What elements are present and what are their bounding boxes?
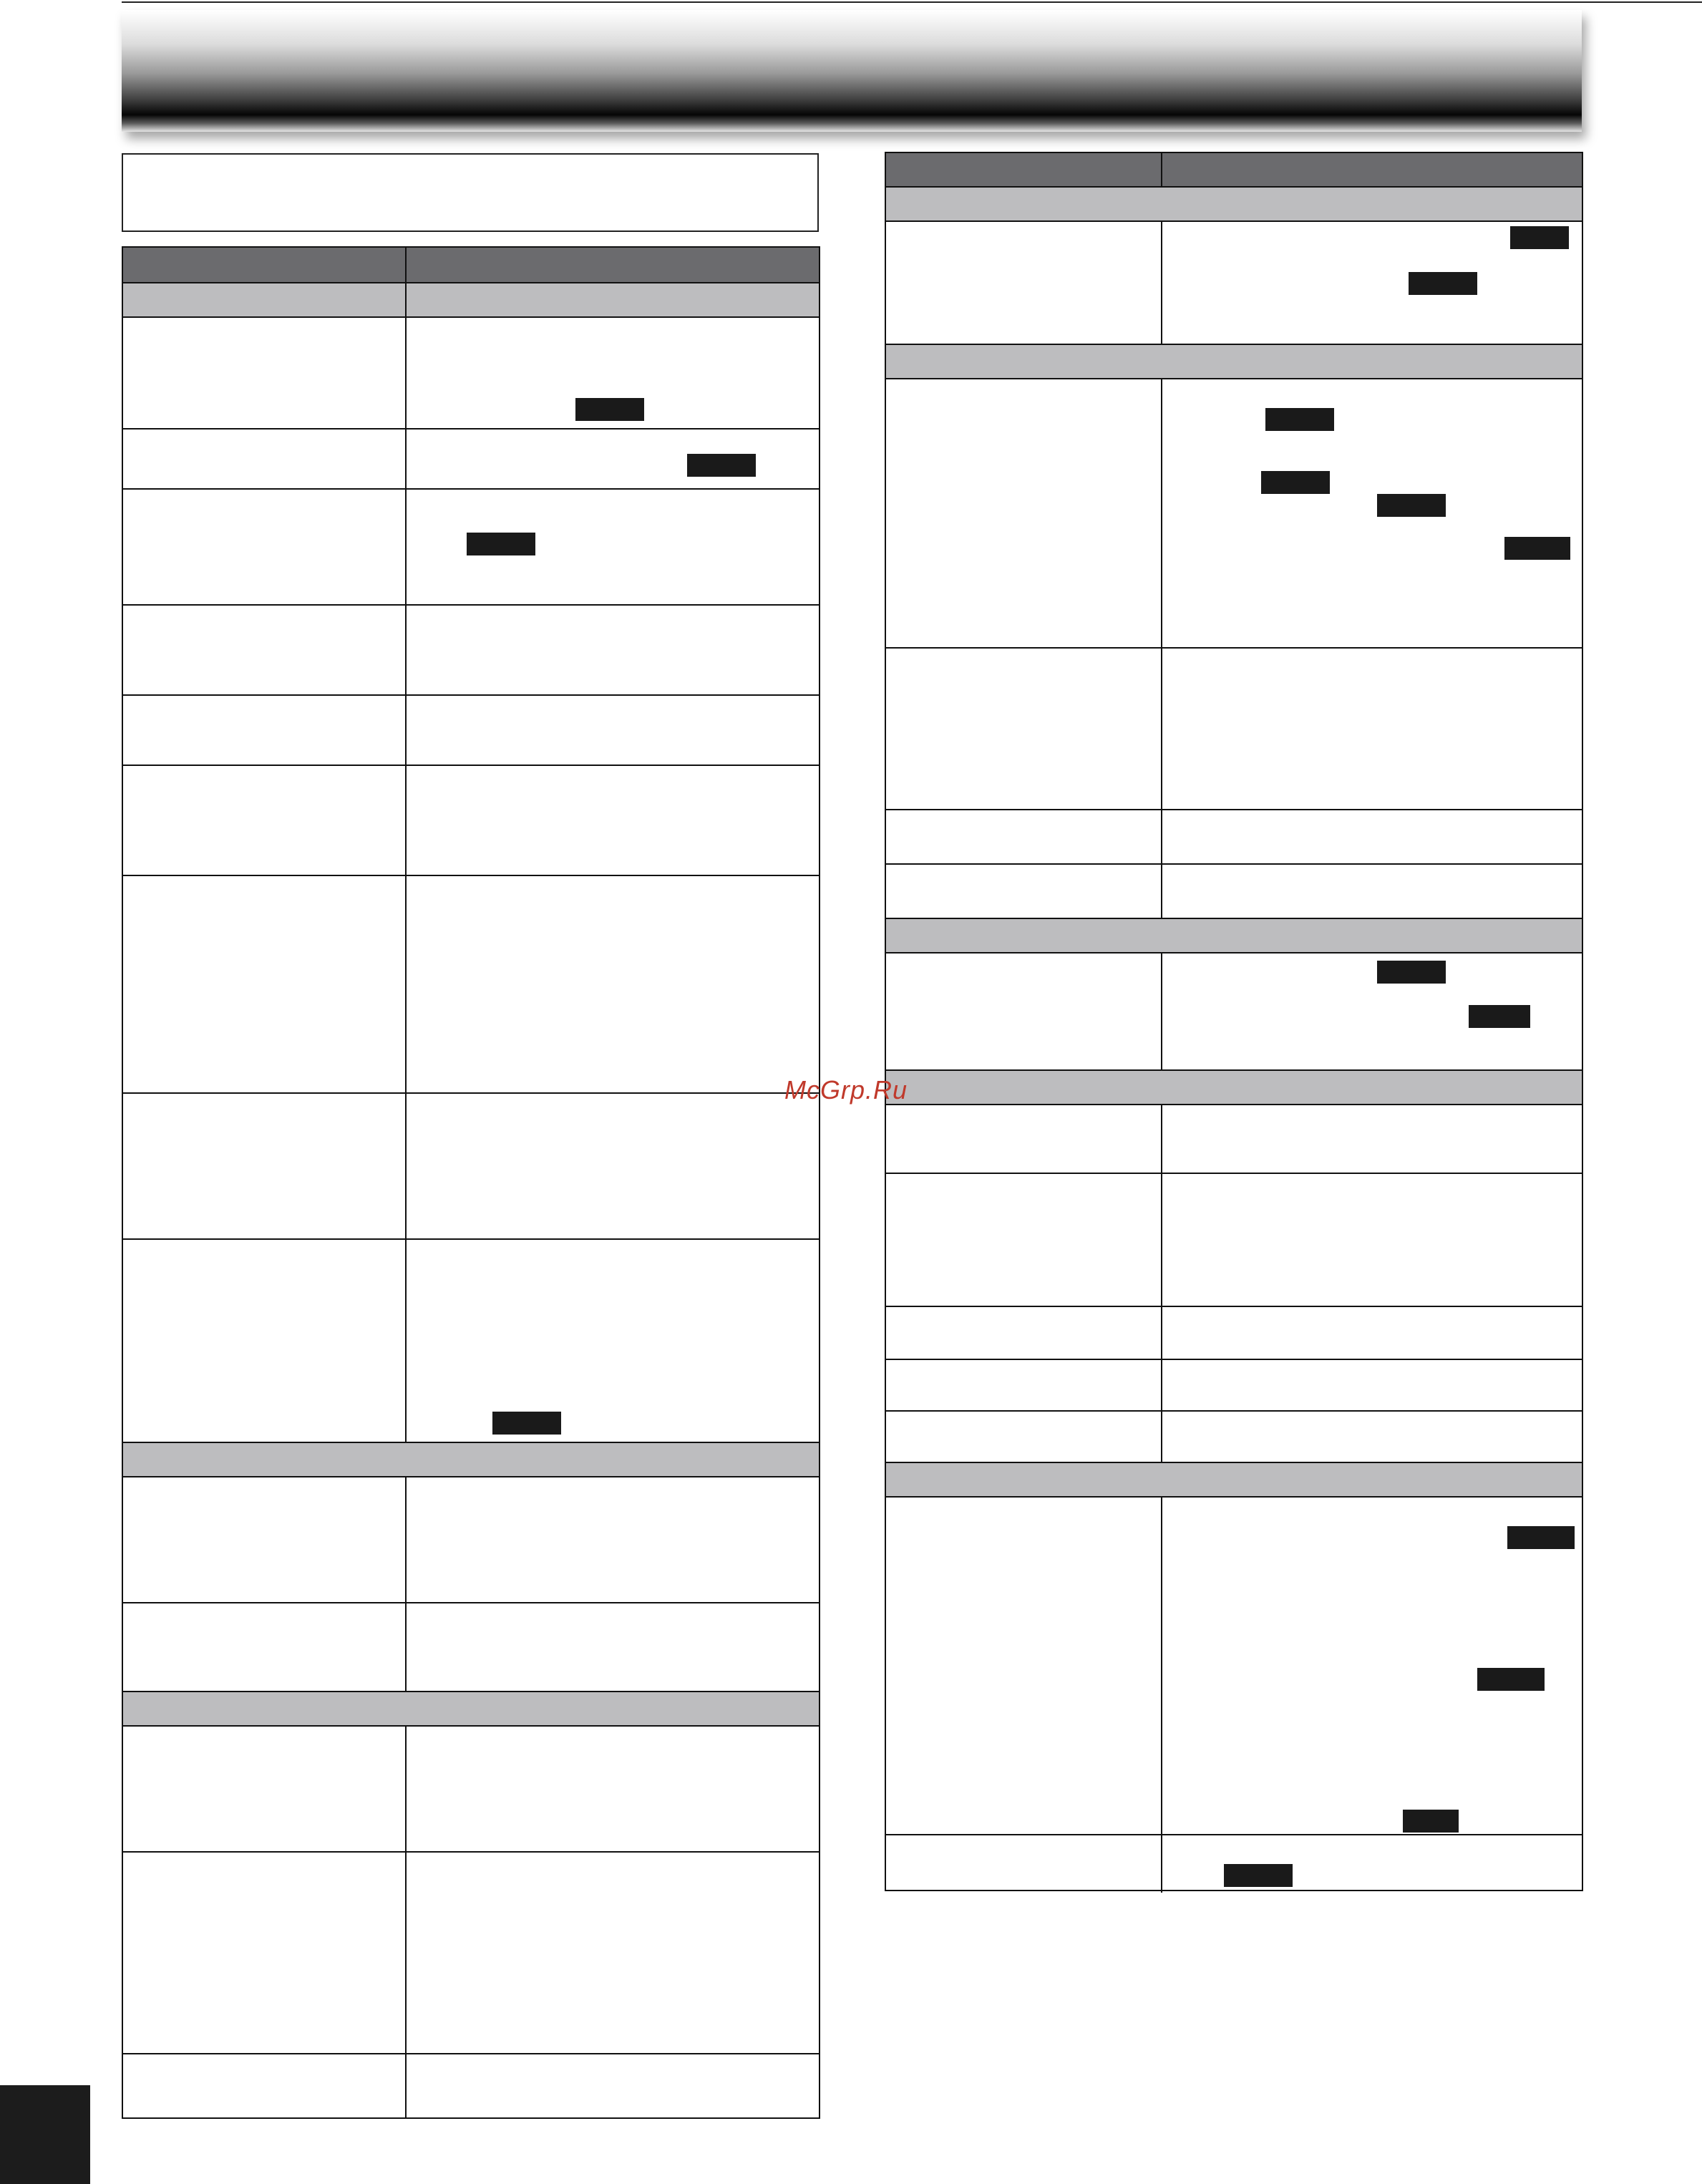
column-divider <box>1161 220 1162 344</box>
table-row <box>123 1602 819 1691</box>
table-row <box>123 1092 819 1238</box>
table-header-row <box>123 248 819 282</box>
reference-tag <box>492 1412 561 1435</box>
table-row <box>886 378 1582 647</box>
reference-tag <box>1224 1864 1293 1887</box>
table-row <box>123 1725 819 1851</box>
table-row <box>123 694 819 765</box>
section-row <box>886 918 1582 952</box>
reference-tag <box>687 454 756 477</box>
table-row <box>886 1359 1582 1410</box>
column-divider <box>1161 1104 1162 1462</box>
reference-tag <box>1261 471 1330 494</box>
table-row <box>123 1476 819 1602</box>
table-row <box>123 1851 819 2053</box>
reference-tag <box>1504 537 1570 560</box>
reference-tag <box>1377 494 1446 517</box>
page-corner-tab <box>0 2085 90 2184</box>
column-divider <box>405 1476 407 1691</box>
column-divider <box>1161 378 1162 918</box>
table-header-row <box>886 153 1582 186</box>
table-row <box>886 1306 1582 1359</box>
reference-tag <box>467 533 535 555</box>
left-table <box>122 246 820 2119</box>
note-box <box>122 153 819 232</box>
reference-tag <box>1469 1005 1530 1028</box>
column-divider <box>1161 952 1162 1069</box>
column-divider <box>1161 1496 1162 1893</box>
table-row <box>123 875 819 1092</box>
title-banner <box>122 10 1582 132</box>
top-rule <box>122 1 1702 3</box>
reference-tag <box>1409 272 1477 295</box>
reference-tag <box>1403 1810 1459 1833</box>
reference-tag <box>1510 226 1569 249</box>
column-divider <box>1161 153 1162 186</box>
section-row <box>886 186 1582 220</box>
table-row <box>123 1238 819 1442</box>
table-row <box>886 1496 1582 1834</box>
table-row <box>886 1410 1582 1462</box>
table-row <box>886 863 1582 918</box>
watermark-text: McGrp.Ru <box>784 1075 908 1105</box>
table-row <box>123 316 819 428</box>
reference-tag <box>1377 961 1446 984</box>
section-row <box>123 1442 819 1476</box>
reference-tag <box>575 398 644 421</box>
reference-tag <box>1477 1668 1545 1691</box>
column-divider <box>405 248 407 316</box>
table-row <box>886 1173 1582 1306</box>
table-row <box>123 2053 819 2119</box>
section-row <box>123 282 819 316</box>
section-row <box>886 1069 1582 1104</box>
section-row <box>886 344 1582 378</box>
table-row <box>886 1104 1582 1173</box>
section-row <box>123 1691 819 1725</box>
table-row <box>886 220 1582 344</box>
column-divider <box>405 316 407 1442</box>
table-row <box>886 647 1582 809</box>
reference-tag <box>1507 1526 1575 1549</box>
table-row <box>886 809 1582 863</box>
table-row <box>123 604 819 694</box>
reference-tag <box>1265 408 1334 431</box>
section-row <box>886 1462 1582 1496</box>
column-divider <box>405 1725 407 2119</box>
table-row <box>123 765 819 875</box>
